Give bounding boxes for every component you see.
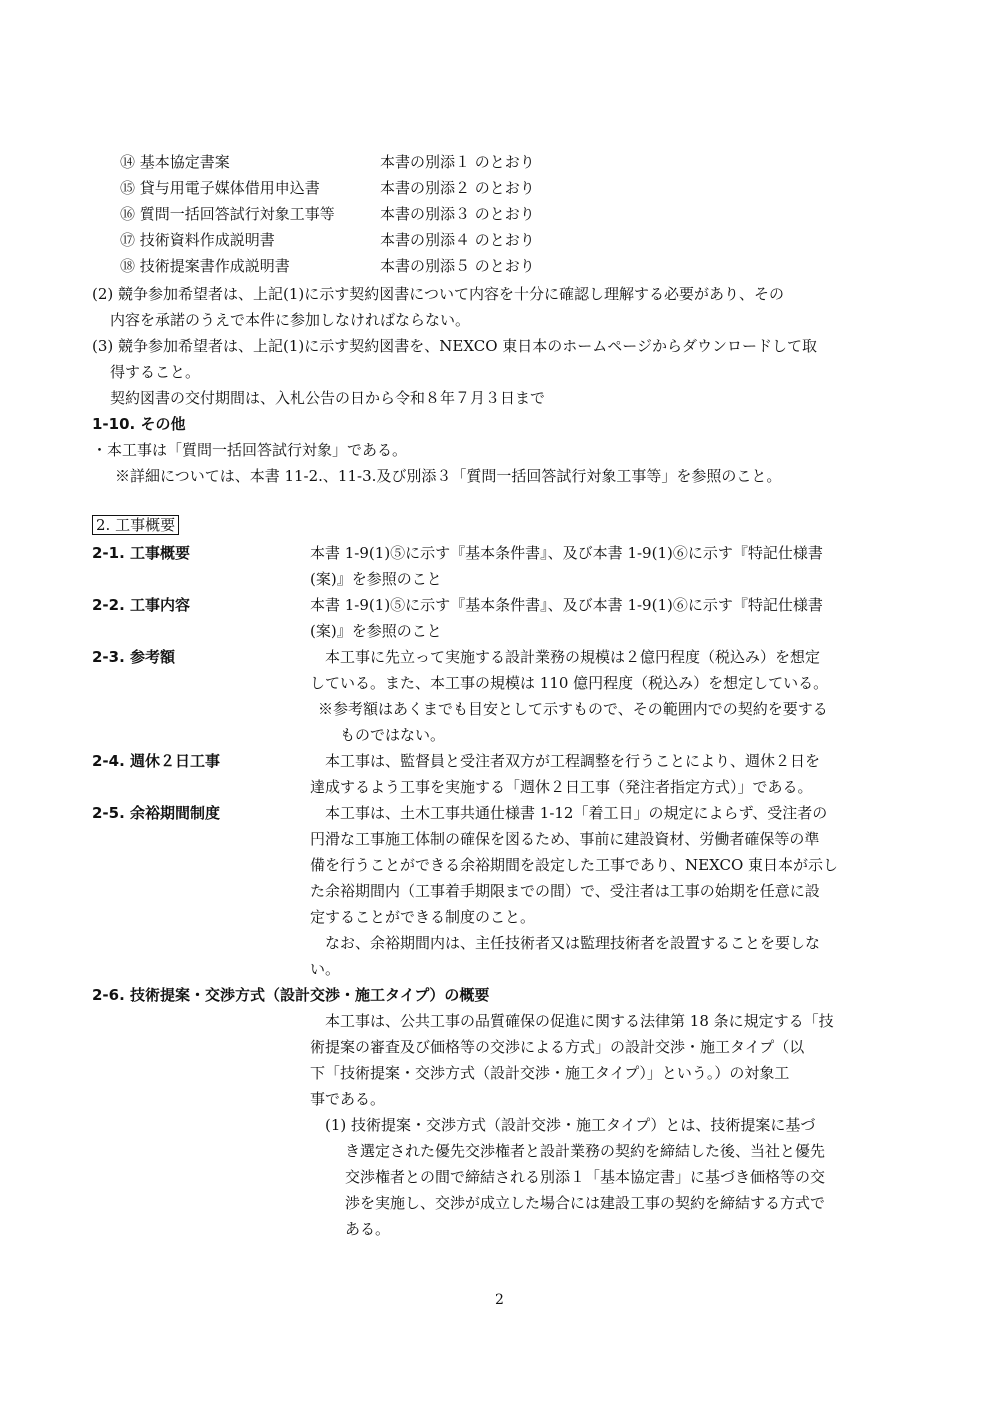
section-2-5-label: 2-5. 余裕期間制度 — [92, 804, 221, 822]
section-2-6-label: 2-6. 技術提案・交渉方式（設計交渉・施工タイプ）の概要 — [92, 986, 490, 1004]
list-item: ⑯ 質問一括回答試行対象工事等 — [120, 205, 335, 223]
section-2-3-text: 本工事に先立って実施する設計業務の規模は２億円程度（税込み）を想定 — [325, 648, 821, 666]
section-2-3-note: ※参考額はあくまでも目安として示すもので、その範囲内での契約を要する — [318, 700, 828, 718]
section-2-3-label: 2-3. 参考額 — [92, 648, 176, 666]
section-2-5-text: 円滑な工事施工体制の確保を図るため、事前に建設資材、労働者確保等の準 — [310, 830, 820, 848]
section-1-10-bullet: ・本工事は「質問一括回答試行対象」である。 — [92, 441, 408, 459]
section-2-2-text: (案)』を参照のこと — [310, 622, 442, 640]
section-1-10-note: ※詳細については、本書 11-2.、11-3.及び別添３「質問一括回答試行対象工事等」を参照のこと。 — [115, 467, 782, 485]
section-2-5-text: 本工事は、土木工事共通仕様書 1-12「着工日」の規定によらず、受注者の — [325, 804, 828, 822]
page-number: 2 — [495, 1292, 504, 1308]
section-1-10-heading: 1-10. その他 — [92, 415, 186, 433]
list-item: ⑮ 貸与用電子媒体借用申込書 — [120, 179, 320, 197]
section-2-6-text: 術提案の審査及び価格等の交渉による方式」の設計交渉・施工タイプ（以 — [310, 1038, 805, 1056]
list-item: ⑭ 基本協定書案 — [120, 153, 230, 171]
section-2-6-text: 下「技術提案・交渉方式（設計交渉・施工タイプ）」という。）の対象工 — [310, 1064, 790, 1082]
list-item: ⑱ 技術提案書作成説明書 — [120, 257, 290, 275]
section-2-5-text: 備を行うことができる余裕期間を設定した工事であり、NEXCO 東日本が示し — [310, 856, 839, 874]
section-2-3-note: ものではない。 — [340, 726, 446, 744]
section-2-1-label: 2-1. 工事概要 — [92, 544, 191, 562]
list-item-ref: 本書の別添１ のとおり — [380, 153, 535, 171]
section-2-6-subitem: (1) 技術提案・交渉方式（設計交渉・施工タイプ）とは、技術提案に基づ — [325, 1116, 816, 1134]
section-2-3-text: している。また、本工事の規模は 110 億円程度（税込み）を想定している。 — [310, 674, 829, 692]
section-2-5-text: 定することができる制度のこと。 — [310, 908, 536, 926]
paragraph-2-line: 内容を承諾のうえで本件に参加しなければならない。 — [110, 311, 471, 329]
paragraph-3-line: 得すること。 — [110, 363, 201, 381]
list-item: ⑰ 技術資料作成説明書 — [120, 231, 275, 249]
section-2-5-text: た余裕期間内（工事着手期限までの間）で、受注者は工事の始期を任意に設 — [310, 882, 820, 900]
paragraph-3-line: (3) 競争参加希望者は、上記(1)に示す契約図書を、NEXCO 東日本のホームページからダウンロードして取 — [92, 337, 817, 355]
section-2-4-text: 本工事は、監督員と受注者双方が工程調整を行うことにより、週休２日を — [325, 752, 821, 770]
list-item-ref: 本書の別添４ のとおり — [380, 231, 535, 249]
section-2-6-subitem: ある。 — [345, 1220, 391, 1238]
list-item-ref: 本書の別添３ のとおり — [380, 205, 535, 223]
list-item-ref: 本書の別添２ のとおり — [380, 179, 535, 197]
section-2-2-label: 2-2. 工事内容 — [92, 596, 191, 614]
section-2-5-text: い。 — [310, 960, 341, 978]
section-2-5-text: なお、余裕期間内は、主任技術者又は監理技術者を設置することを要しな — [325, 934, 821, 952]
list-item-ref: 本書の別添５ のとおり — [380, 257, 535, 275]
section-2-6-subitem: き選定された優先交渉権者と設計業務の契約を締結した後、当社と優先 — [345, 1142, 826, 1160]
section-2-2-text: 本書 1-9(1)⑤に示す『基本条件書』、及び本書 1-9(1)⑥に示す『特記仕様書 — [310, 596, 823, 614]
section-2-title: 2. 工事概要 — [92, 515, 179, 535]
section-2-4-text: 達成するよう工事を実施する「週休２日工事（発注者指定方式）」である。 — [310, 778, 813, 796]
section-2-6-subitem: 渉を実施し、交渉が成立した場合には建設工事の契約を締結する方式で — [345, 1194, 826, 1212]
section-2-6-subitem: 交渉権者との間で締結される別添１「基本協定書」に基づき価格等の交 — [345, 1168, 826, 1186]
section-2-1-text: 本書 1-9(1)⑤に示す『基本条件書』、及び本書 1-9(1)⑥に示す『特記仕様書 — [310, 544, 823, 562]
section-2-6-text: 本工事は、公共工事の品質確保の促進に関する法律第 18 条に規定する「技 — [325, 1012, 834, 1030]
section-2-6-text: 事である。 — [310, 1090, 386, 1108]
paragraph-2-line: (2) 競争参加希望者は、上記(1)に示す契約図書について内容を十分に確認し理解する必要があり、その — [92, 285, 784, 303]
paragraph-3-line: 契約図書の交付期間は、入札公告の日から令和８年７月３日まで — [110, 389, 546, 407]
section-2-1-text: (案)』を参照のこと — [310, 570, 442, 588]
section-2-4-label: 2-4. 週休２日工事 — [92, 752, 221, 770]
